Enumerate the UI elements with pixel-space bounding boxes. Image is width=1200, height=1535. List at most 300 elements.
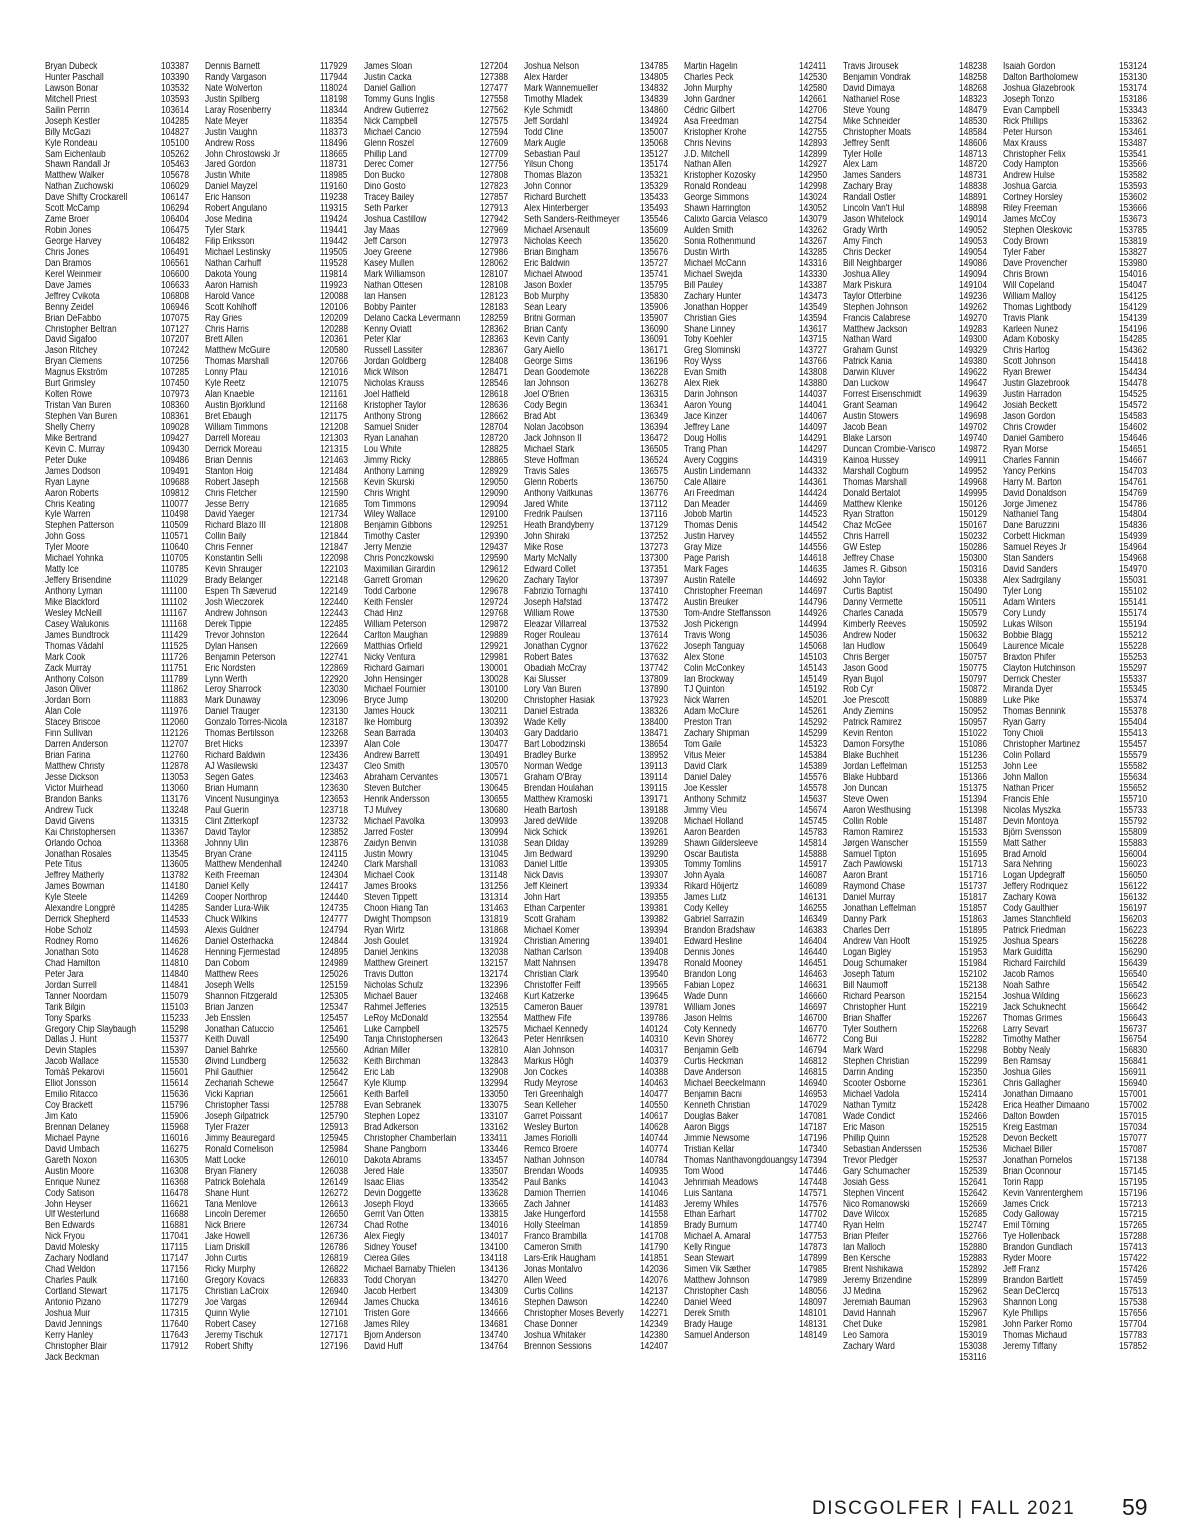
member-name: Ulf Westerlund	[45, 1210, 100, 1221]
member-number: 114593	[160, 925, 189, 937]
member-number: 127857	[480, 192, 509, 204]
member-number: 115906	[160, 1111, 189, 1122]
member-name: Robert Jaseph	[204, 477, 259, 488]
member-number: 129724	[480, 596, 509, 608]
member-name: Joshua Castillow	[364, 215, 427, 226]
member-number: 118665	[320, 148, 348, 160]
member-name: Jonathan Leffelman	[843, 904, 917, 915]
member-number: 114285	[160, 903, 189, 915]
member-number: 140774	[639, 1143, 668, 1155]
member-name: Daniel Daley	[683, 772, 731, 783]
member-name: Zachary Hunter	[683, 291, 742, 302]
member-number: 157413	[1118, 1242, 1147, 1254]
member-name: Larry Sevart	[1003, 1024, 1049, 1035]
member-number: 154761	[1118, 476, 1147, 488]
member-name: Joshua Spears	[1003, 937, 1059, 947]
member-name: Nathan Pricer	[1003, 783, 1054, 794]
member-name: Obadiah McCray	[524, 663, 587, 674]
member-number: 118354	[320, 115, 348, 127]
member-number: 144618	[799, 553, 828, 565]
member-name: Dylan Hansen	[204, 641, 257, 652]
member-number: 120288	[320, 323, 349, 335]
member-number: 126010	[320, 1154, 349, 1166]
member-name: Derek Tippie	[204, 619, 252, 630]
member-name: Joseph Tonzo	[1003, 94, 1055, 105]
member-number: 156223	[1118, 925, 1147, 937]
member-name: Matt Sather	[1003, 838, 1047, 849]
member-name: Sebastian Anderssen	[843, 1144, 923, 1155]
member-number: 135676	[639, 246, 668, 258]
member-number: 113315	[160, 815, 189, 827]
member-number: 139565	[639, 979, 668, 991]
member-name: Devin Staples	[45, 1046, 97, 1057]
member-number: 133446	[480, 1143, 509, 1155]
member-number: 147029	[799, 1100, 828, 1112]
member-name: Zachary Shipman	[683, 729, 749, 740]
member-name: David Hannah	[843, 1308, 897, 1319]
member-name: Gregory Chip Slaybaugh	[45, 1024, 137, 1035]
member-name: Joe Kessler	[683, 783, 728, 794]
member-name: Shelly Cherry	[45, 422, 95, 433]
member-name: Brandon Bartlett	[1003, 1276, 1064, 1287]
member-name: Michael Holland	[683, 816, 743, 827]
member-name: Stephen Vincent	[843, 1188, 905, 1199]
member-number: 152219	[959, 1001, 988, 1013]
member-name: Richard Gaimari	[364, 663, 425, 674]
member-name: Peter Klar	[364, 335, 402, 346]
member-name: Tracey Bailey	[364, 193, 415, 204]
member-number: 125305	[320, 990, 349, 1002]
member-number: 157215	[1118, 1209, 1147, 1221]
member-name: Evan Smith	[683, 368, 727, 379]
member-name: Dave Provencher	[1003, 258, 1068, 269]
member-number: 127101	[320, 1307, 349, 1319]
member-name: Jeffrey Matherly	[45, 871, 104, 882]
member-name: Daniel Gambero	[1003, 433, 1064, 444]
member-name: Cortney Horsley	[1003, 193, 1063, 204]
member-number: 137614	[639, 629, 668, 641]
member-name: Aaron Hamish	[204, 280, 258, 291]
member-number: 155253	[1118, 651, 1147, 663]
member-number: 121463	[320, 454, 349, 466]
member-name: Brian Janzen	[204, 1002, 254, 1013]
member-number: 103390	[160, 71, 189, 83]
member-name: Chris Wright	[364, 488, 410, 499]
member-name: Tyler Faber	[1003, 247, 1046, 258]
member-number: 144319	[799, 454, 828, 466]
member-name: Michael Yohnka	[45, 554, 104, 565]
member-name: Ian Hudlow	[843, 641, 886, 652]
member-name: Antonio Pizano	[45, 1297, 101, 1308]
member-name: Michael Atwood	[524, 269, 583, 280]
member-name: Joe Prescott	[843, 696, 890, 707]
member-name: Alex Stone	[683, 652, 724, 663]
member-number: 132643	[480, 1034, 509, 1046]
member-name: Dan Bramos	[45, 258, 92, 269]
member-name: Laray Rosenberry	[204, 105, 271, 116]
member-number: 155228	[1118, 640, 1147, 652]
member-name: Joseph Tatum	[843, 969, 896, 980]
member-number: 131924	[480, 936, 509, 947]
member-number: 115397	[160, 1045, 189, 1057]
member-name: Kelly Ringue	[683, 1243, 731, 1254]
member-number: 139307	[639, 870, 668, 882]
member-number: 150632	[959, 629, 988, 641]
member-number: 134860	[639, 104, 668, 116]
member-number: 153582	[1118, 170, 1147, 182]
member-number: 128662	[480, 411, 509, 422]
member-row	[45, 1342, 205, 1353]
member-name: Nate Wolverton	[204, 83, 262, 94]
member-number: 151022	[959, 728, 988, 740]
member-name: Joel O'Brien	[524, 390, 570, 401]
member-name: Steve Owen	[843, 794, 889, 805]
member-number: 140784	[639, 1154, 668, 1166]
member-number: 149380	[959, 356, 988, 368]
member-number: 134017	[480, 1231, 509, 1243]
member-name: Patrick Bolehala	[204, 1177, 265, 1188]
member-name: John Goss	[45, 532, 85, 543]
member-name: Christopher Felix	[1003, 149, 1066, 160]
member-name: Grady Wirth	[843, 226, 888, 237]
member-row	[205, 1342, 365, 1353]
member-number: 125026	[320, 968, 349, 980]
member-name: Wesley Burton	[524, 1122, 578, 1133]
member-name: Michael Barnaby Thielen	[364, 1265, 456, 1276]
member-number: 135321	[639, 170, 668, 182]
member-number: 135609	[639, 225, 668, 237]
member-number: 151559	[959, 837, 988, 849]
member-name: Jonathan Pornelos	[1003, 1155, 1073, 1166]
member-number: 157513	[1118, 1286, 1147, 1297]
member-name: Nick Briere	[204, 1221, 246, 1232]
member-column	[1003, 62, 1163, 1482]
member-name: Jose Medina	[204, 215, 252, 226]
member-name: Darrin Anding	[843, 1068, 894, 1079]
member-number: 114269	[160, 892, 189, 904]
member-number: 123397	[320, 739, 349, 751]
member-number: 129768	[480, 607, 509, 619]
member-number: 146770	[799, 1023, 828, 1035]
member-number: 155374	[1118, 695, 1147, 707]
member-name: Curtis Baptist	[843, 587, 893, 597]
member-name: Austin Breuker	[683, 597, 739, 608]
member-number: 130993	[480, 815, 509, 827]
member-name: Asa Freedman	[683, 116, 739, 127]
member-number: 114180	[160, 881, 189, 893]
member-name: Anthony Lyman	[45, 587, 103, 597]
member-name: Andrew Gutierrez	[364, 105, 430, 116]
publication-footer: DISCGOLFER | FALL 2021	[812, 1498, 1076, 1519]
member-number: 127562	[480, 104, 509, 116]
member-number: 152515	[959, 1121, 988, 1133]
member-name: Dwight Thompson	[364, 915, 432, 926]
member-number: 109688	[160, 476, 189, 488]
member-number: 154285	[1118, 334, 1147, 346]
member-name: Jim Kato	[45, 1112, 78, 1122]
member-number: 131868	[480, 925, 509, 937]
member-number: 106561	[160, 257, 189, 269]
member-number: 153038	[959, 1340, 988, 1352]
member-name: Lukas Wilson	[1003, 619, 1053, 630]
member-name: Brennan Delaney	[45, 1122, 110, 1133]
member-name: Robert Shifty	[204, 1341, 253, 1352]
member-number: 151713	[959, 859, 988, 871]
member-name: Jacob Herbert	[364, 1287, 417, 1297]
member-name: Jonathan Dimaano	[1003, 1090, 1073, 1101]
member-number: 147985	[799, 1264, 828, 1276]
member-number: 152267	[959, 1012, 988, 1024]
member-name: Choon Hiang Tan	[364, 904, 429, 915]
member-name: Tye Hollenback	[1003, 1232, 1060, 1243]
member-number: 110640	[160, 542, 189, 554]
member-name: Brandon Bradshaw	[683, 926, 755, 937]
member-name: David Clark	[683, 762, 727, 772]
member-name: James Floriolli	[524, 1133, 578, 1144]
member-number: 112878	[160, 761, 189, 772]
member-number: 107207	[160, 334, 189, 346]
member-name: Raymond Chase	[843, 882, 906, 893]
member-number: 155404	[1118, 717, 1147, 729]
member-number: 152154	[959, 990, 988, 1002]
member-name: Daniel Weed	[683, 1297, 732, 1308]
member-number: 128362	[480, 323, 509, 335]
member-number: 135127	[639, 148, 668, 160]
member-number: 136349	[639, 411, 668, 422]
member-name: Brian Farina	[45, 751, 91, 762]
member-number: 142240	[639, 1296, 668, 1308]
member-number: 155710	[1118, 793, 1147, 805]
member-number: 140617	[639, 1111, 668, 1122]
member-name: Robin Jones	[45, 226, 92, 237]
member-name: Eric Hanson	[204, 193, 250, 204]
member-name: Darrell Moreau	[204, 433, 260, 444]
member-name: David Givens	[45, 816, 95, 827]
member-number: 144542	[799, 520, 828, 532]
member-number: 137351	[639, 564, 668, 576]
member-name: Daniel Trauger	[204, 707, 260, 718]
member-name: Chuck Wilkins	[204, 915, 257, 926]
member-name: Andrew Johnson	[204, 608, 267, 619]
member-name: Kai Slusser	[524, 674, 567, 685]
member-name: Lou White	[364, 444, 402, 455]
member-name: Alex Harder	[524, 72, 568, 83]
member-name: Nathan Allen	[683, 160, 731, 171]
member-name: Jim Bedward	[524, 849, 573, 860]
member-number: 110785	[160, 564, 189, 576]
member-number: 152138	[959, 979, 988, 991]
member-number: 106482	[160, 236, 189, 247]
member-name: Rodney Romo	[45, 937, 99, 947]
member-name: Edward Hesline	[683, 937, 742, 947]
member-name: Matty Ice	[45, 565, 79, 576]
member-number: 156122	[1118, 881, 1147, 893]
member-name: Laurence Micale	[1003, 641, 1065, 652]
member-number: 111789	[160, 673, 188, 685]
member-number: 147448	[799, 1176, 828, 1188]
member-name: Cameron Smith	[524, 1243, 582, 1254]
member-name: Thomas Marshall	[843, 477, 908, 488]
member-name: Blake Hubbard	[843, 772, 899, 783]
member-number: 113368	[160, 837, 189, 849]
member-number: 145578	[799, 782, 828, 794]
member-number: 148268	[959, 82, 988, 94]
member-name: Ryan Garry	[1003, 718, 1046, 729]
member-number: 153541	[1118, 148, 1147, 160]
member-name: Christopher Freeman	[683, 587, 763, 597]
member-number: 111525	[160, 640, 188, 652]
member-name: Kainoa Hussey	[843, 455, 900, 466]
member-name: Joshua Nelson	[524, 62, 580, 72]
member-name: Austin Lindemann	[683, 466, 751, 477]
member-number: 133411	[480, 1132, 508, 1144]
member-number: 142899	[799, 148, 828, 160]
member-number: 139355	[639, 892, 668, 904]
member-number: 144523	[799, 509, 828, 521]
member-number: 106475	[160, 225, 189, 237]
member-name: Charles Peck	[683, 72, 734, 83]
member-name: Phillip Land	[364, 149, 408, 160]
member-number: 142998	[799, 181, 828, 193]
member-name: Tanja Christophersen	[364, 1035, 443, 1046]
member-name: Joey Greene	[364, 247, 413, 258]
member-number	[161, 1353, 205, 1364]
member-name: Anthony Vaitkunas	[524, 488, 593, 499]
member-name: Michael Beeckelmann	[683, 1079, 766, 1090]
member-name: Zachary Taylor	[524, 576, 579, 587]
member-number: 149642	[959, 400, 988, 412]
member-number: 146087	[799, 870, 828, 882]
member-name: Travis Dutton	[364, 969, 414, 980]
member-number: 107973	[160, 389, 189, 401]
member-number: 105463	[160, 159, 189, 171]
member-number: 150286	[959, 542, 988, 554]
member-name: Chaz McGee	[843, 521, 893, 532]
member-number: 150167	[959, 520, 988, 532]
member-number: 105678	[160, 170, 189, 182]
member-number: 152747	[959, 1220, 988, 1232]
member-name: Jason Oliver	[45, 685, 92, 696]
member-number: 127168	[320, 1318, 349, 1330]
member-number: 125461	[320, 1023, 349, 1035]
member-name: Victor Muirhead	[45, 783, 104, 794]
member-number: 148731	[959, 170, 988, 182]
member-number: 144041	[799, 400, 828, 412]
member-name: James Sanders	[843, 171, 902, 182]
member-name: Alan Cole	[45, 707, 82, 718]
member-name: Travis Jirousek	[843, 62, 899, 72]
member-number: 151086	[959, 739, 988, 751]
member-number: 149911	[959, 454, 987, 466]
member-name: Chad Weldon	[45, 1265, 96, 1276]
member-name: Jeremiah Bauman	[843, 1297, 911, 1308]
member-number: 156737	[1118, 1023, 1147, 1035]
member-name: Danny Park	[843, 915, 887, 926]
member-column	[524, 62, 684, 1482]
member-name: Devin Doggette	[364, 1188, 422, 1199]
member-name: Nathan Carhuff	[204, 258, 261, 269]
member-name: Peter Duke	[45, 455, 87, 466]
member-number: 135546	[639, 214, 668, 226]
member-name: Ryan Brewer	[1003, 368, 1052, 379]
member-name: Evan Sebranek	[364, 1101, 422, 1112]
member-name: Tom Gaile	[683, 740, 722, 751]
member-number: 146440	[799, 946, 828, 958]
member-number: 125913	[320, 1121, 349, 1133]
member-name: Brady Belanger	[204, 576, 263, 587]
member-number: 139305	[639, 859, 668, 871]
member-number: 156203	[1118, 914, 1147, 926]
member-number: 145674	[799, 804, 828, 816]
member-name: Cody Kelley	[683, 904, 729, 915]
member-name: Duncan Crombie-Varisco	[843, 444, 936, 455]
member-number: 149702	[959, 421, 988, 433]
member-name: Cleo Smith	[364, 762, 406, 772]
member-name: Jason Ritchey	[45, 346, 98, 357]
member-name: Austin Ratelle	[683, 576, 735, 587]
member-name: Nick Davis	[524, 871, 564, 882]
member-name: William Rowe	[524, 608, 575, 619]
member-name: Steven Tippett	[364, 893, 418, 904]
member-number: 135329	[639, 181, 668, 193]
member-name: Bryan Crane	[204, 849, 252, 860]
member-number: 149740	[959, 432, 988, 444]
member-name: Russell Lassiter	[364, 346, 423, 357]
member-name: Steven Butcher	[364, 783, 422, 794]
member-number: 132157	[480, 957, 509, 969]
member-name: Kyle Steele	[45, 893, 88, 904]
member-number: 142076	[639, 1275, 668, 1287]
member-number: 156830	[1118, 1045, 1147, 1057]
member-name: Lynn Werth	[204, 674, 247, 685]
member-number: 147989	[799, 1275, 828, 1287]
member-number: 155031	[1118, 575, 1147, 587]
member-number: 155582	[1118, 761, 1147, 772]
member-number: 145143	[799, 662, 828, 674]
member-number: 149952	[959, 465, 988, 477]
member-number: 155297	[1118, 662, 1147, 674]
member-number: 128183	[480, 301, 509, 313]
member-name: Quinn Wylie	[204, 1308, 250, 1319]
member-number: 129090	[480, 487, 509, 499]
member-name: Kolten Rowe	[45, 390, 93, 401]
member-name: Ian Brockway	[683, 674, 734, 685]
member-number: 116881	[160, 1220, 189, 1232]
member-name: Travis Sales	[524, 466, 570, 477]
member-number: 136171	[639, 345, 668, 357]
member-number: 155809	[1118, 826, 1147, 838]
member-name: Garrett Groman	[364, 576, 423, 587]
member-number: 143387	[799, 279, 828, 291]
member-name: Gareth Noxon	[45, 1155, 97, 1166]
member-number: 133628	[480, 1187, 509, 1199]
member-name: Doug Hollis	[683, 433, 727, 444]
member-name: Luke Pike	[1003, 696, 1040, 707]
member-number: 129620	[480, 575, 509, 587]
member-name: Tyler Stark	[204, 226, 245, 237]
member-number: 122669	[320, 640, 349, 652]
member-number: 117929	[320, 61, 348, 72]
member-number: 144291	[799, 432, 828, 444]
member-name: Nick Schick	[524, 827, 568, 838]
member-number: 145917	[799, 859, 828, 871]
member-number: 151925	[959, 936, 988, 947]
member-name: Kreig Eastman	[1003, 1122, 1058, 1133]
member-name: Joshua Wilding	[1003, 991, 1060, 1002]
member-number: 135830	[639, 290, 668, 302]
member-number: 157001	[1118, 1089, 1147, 1101]
member-number: 157138	[1118, 1154, 1147, 1166]
